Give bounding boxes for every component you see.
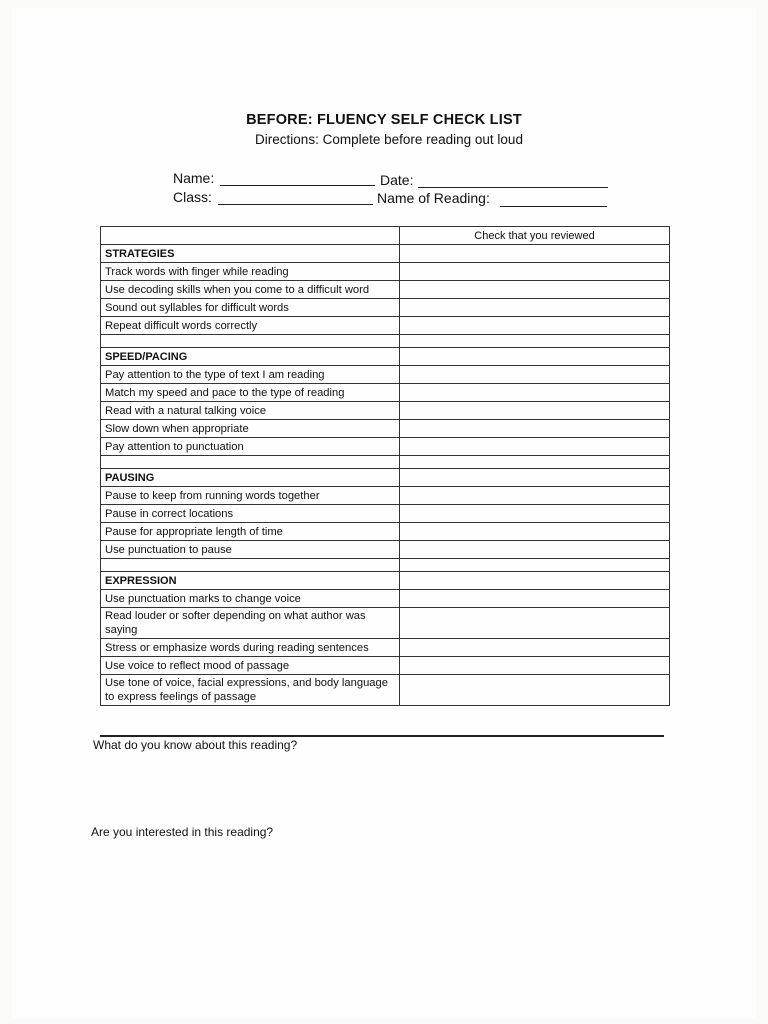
check-cell[interactable] — [400, 657, 670, 675]
check-cell[interactable] — [400, 438, 670, 456]
checklist-item: Use voice to reflect mood of passage — [101, 657, 400, 675]
check-cell[interactable] — [400, 541, 670, 559]
spacer-row — [101, 559, 670, 572]
table-row — [101, 438, 670, 456]
table-row — [101, 608, 670, 639]
spacer-cell — [101, 335, 400, 348]
check-cell[interactable] — [400, 245, 670, 263]
check-cell[interactable] — [400, 590, 670, 608]
table-row — [101, 299, 670, 317]
name-field[interactable] — [220, 185, 375, 186]
header-blank-cell — [101, 227, 400, 245]
reading-name-label: Name of Reading: — [377, 190, 490, 206]
table-row — [101, 487, 670, 505]
checklist-item: Pause in correct locations — [101, 505, 400, 523]
check-column-header: Check that you reviewed — [400, 227, 670, 245]
reading-name-field[interactable] — [500, 206, 607, 207]
check-cell[interactable] — [400, 366, 670, 384]
directions-text: Directions: Complete before reading out loud — [255, 132, 523, 147]
spacer-cell — [101, 456, 400, 469]
checklist-item: Match my speed and pace to the type of reading — [101, 384, 400, 402]
table-row — [101, 639, 670, 657]
checklist-table — [100, 226, 670, 706]
date-field[interactable] — [418, 187, 608, 188]
section-title: STRATEGIES — [101, 245, 400, 263]
table-row — [101, 402, 670, 420]
table-row — [101, 590, 670, 608]
checklist-item: Track words with finger while reading — [101, 263, 400, 281]
checklist-item: Use punctuation to pause — [101, 541, 400, 559]
table-row — [101, 420, 670, 438]
check-cell[interactable] — [400, 523, 670, 541]
check-cell[interactable] — [400, 263, 670, 281]
checklist-item: Pause for appropriate length of time — [101, 523, 400, 541]
check-cell[interactable] — [400, 505, 670, 523]
checklist-item: Sound out syllables for difficult words — [101, 299, 400, 317]
table-row — [101, 541, 670, 559]
check-cell[interactable] — [400, 402, 670, 420]
checklist-item: Use punctuation marks to change voice — [101, 590, 400, 608]
question-interest: Are you interested in this reading? — [91, 825, 274, 839]
question-prior-knowledge: What do you know about this reading? — [93, 738, 298, 752]
section-title: SPEED/PACING — [101, 348, 400, 366]
section-header-row — [101, 348, 670, 366]
check-cell[interactable] — [400, 420, 670, 438]
date-label: Date: — [380, 172, 414, 188]
table-row — [101, 523, 670, 541]
checklist-item: Read with a natural talking voice — [101, 402, 400, 420]
spacer-row — [101, 456, 670, 469]
checklist-item: Use decoding skills when you come to a difficult word — [101, 281, 400, 299]
check-cell[interactable] — [400, 281, 670, 299]
spacer-cell — [101, 559, 400, 572]
checklist-item: Use tone of voice, facial expressions, and body language to express feelings of passage — [101, 675, 400, 706]
divider-line — [100, 735, 664, 737]
spacer-cell — [400, 335, 670, 348]
name-label: Name: — [173, 170, 215, 186]
table-header-row — [101, 227, 670, 245]
check-cell[interactable] — [400, 317, 670, 335]
checklist-item: Pay attention to the type of text I am reading — [101, 366, 400, 384]
table-row — [101, 281, 670, 299]
check-cell[interactable] — [400, 299, 670, 317]
spacer-cell — [400, 456, 670, 469]
class-field[interactable] — [218, 204, 373, 205]
checklist-item: Pause to keep from running words together — [101, 487, 400, 505]
page-title: BEFORE: FLUENCY SELF CHECK LIST — [246, 112, 522, 128]
check-cell[interactable] — [400, 639, 670, 657]
check-cell[interactable] — [400, 469, 670, 487]
table-row — [101, 366, 670, 384]
section-title: PAUSING — [101, 469, 400, 487]
section-title: EXPRESSION — [101, 572, 400, 590]
table-row — [101, 657, 670, 675]
table-row — [101, 675, 670, 706]
table-row — [101, 263, 670, 281]
table-row — [101, 505, 670, 523]
table-row — [101, 384, 670, 402]
checklist-item: Stress or emphasize words during reading sentences — [101, 639, 400, 657]
section-header-row — [101, 245, 670, 263]
checklist-item: Repeat difficult words correctly — [101, 317, 400, 335]
section-header-row — [101, 469, 670, 487]
check-cell[interactable] — [400, 608, 670, 639]
check-cell[interactable] — [400, 348, 670, 366]
check-cell[interactable] — [400, 572, 670, 590]
check-cell[interactable] — [400, 675, 670, 706]
section-header-row — [101, 572, 670, 590]
spacer-row — [101, 335, 670, 348]
checklist-item: Read louder or softer depending on what author was saying — [101, 608, 400, 639]
check-cell[interactable] — [400, 487, 670, 505]
spacer-cell — [400, 559, 670, 572]
class-label: Class: — [173, 189, 212, 205]
check-cell[interactable] — [400, 384, 670, 402]
checklist-item: Slow down when appropriate — [101, 420, 400, 438]
checklist-item: Pay attention to punctuation — [101, 438, 400, 456]
table-row — [101, 317, 670, 335]
